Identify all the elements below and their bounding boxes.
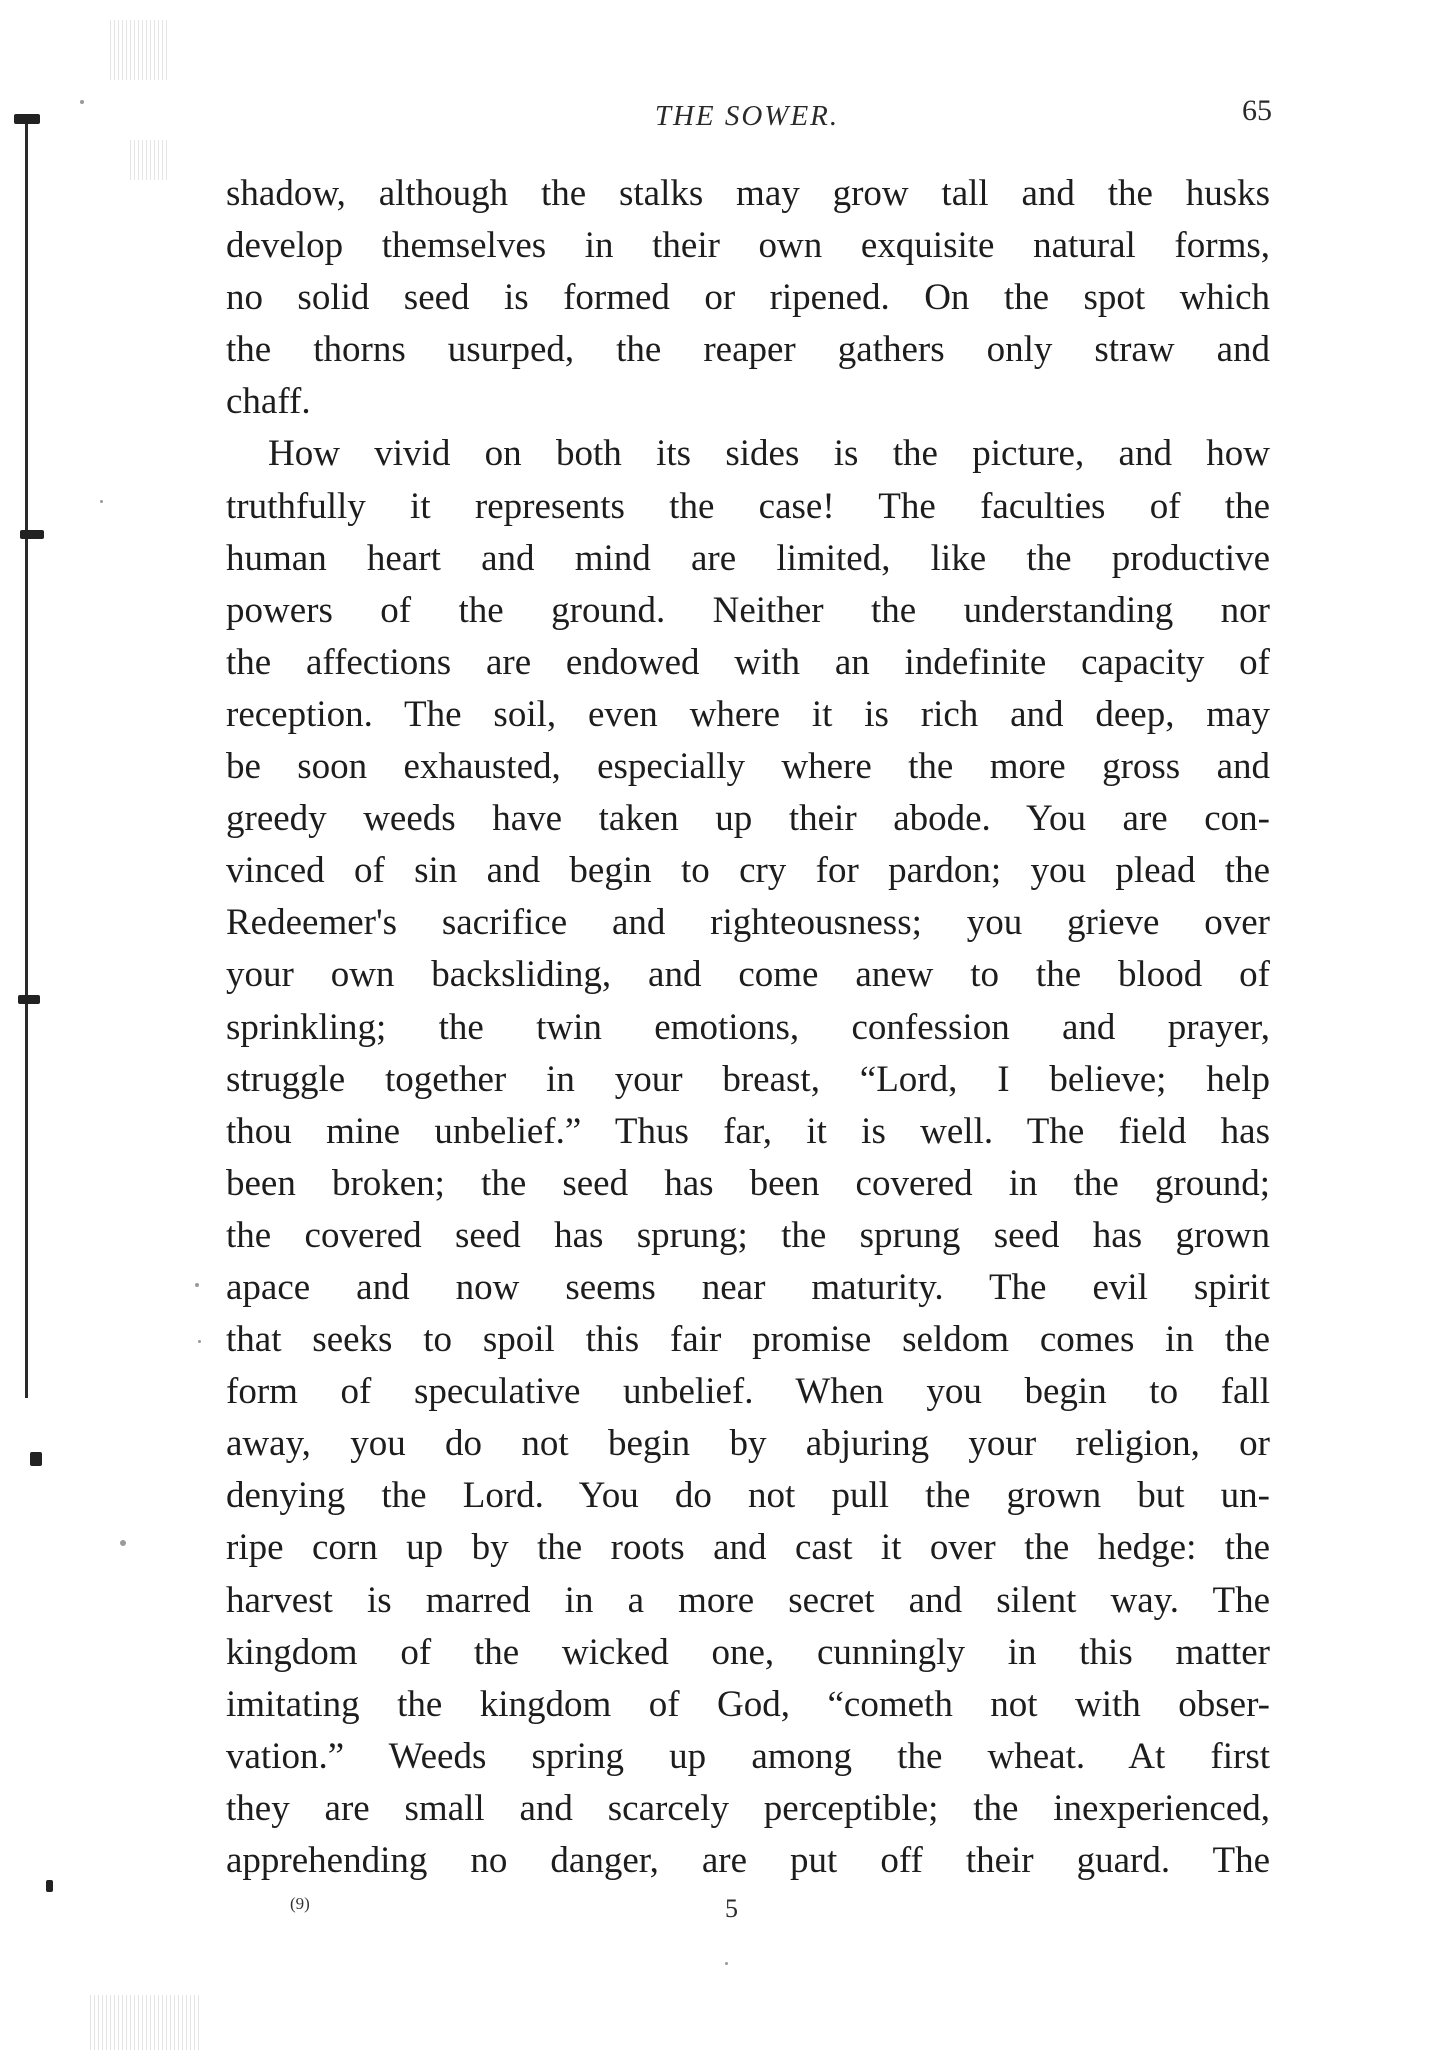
text-line: human heart and mind are limited, like the productive — [226, 537, 1270, 579]
text-line: sprinkling; the twin emotions, confession and prayer, — [226, 1006, 1270, 1048]
text-line: develop themselves in their own exquisite natural forms, — [226, 225, 1270, 267]
text-line: the thorns usurped, the reaper gathers only straw and — [226, 329, 1270, 371]
text-line: ripe corn up by the roots and cast it over the hedge: the — [226, 1527, 1270, 1569]
text-line: imitating the kingdom of God, “cometh not with obser- — [226, 1683, 1270, 1725]
speckle — [198, 1340, 201, 1343]
binding-mark — [46, 1880, 53, 1892]
running-title: THE SOWER. — [654, 100, 840, 132]
gutter-noise — [110, 20, 170, 80]
binding-mark — [14, 114, 40, 124]
text-line: How vivid on both its sides is the picture, and how — [268, 433, 1270, 475]
text-line: been broken; the seed has been covered in the ground; — [226, 1162, 1270, 1204]
text-line: reception. The soil, even where it is rich and deep, may — [226, 693, 1270, 735]
printer-signature: 5 — [725, 1894, 738, 1923]
text-line: form of speculative unbelief. When you begin to fall — [226, 1371, 1270, 1413]
gutter-noise — [130, 140, 170, 180]
text-line: shadow, although the stalks may grow tall and the husks — [226, 173, 1270, 214]
binding-edge-line — [25, 118, 28, 1398]
binding-mark — [18, 995, 40, 1004]
page-number: 65 — [1242, 94, 1272, 127]
speckle — [725, 1962, 728, 1965]
text-line: apprehending no danger, are put off their guard. The — [226, 1840, 1270, 1881]
text-line: be soon exhausted, especially where the more gross and — [226, 746, 1270, 788]
body-text — [226, 168, 1270, 1887]
text-line: greedy weeds have taken up their abode. You are con- — [226, 798, 1270, 840]
speckle — [100, 500, 103, 503]
text-line: kingdom of the wicked one, cunningly in this matter — [226, 1631, 1270, 1673]
text-line: apace and now seems near maturity. The evil spirit — [226, 1266, 1270, 1308]
text-line: the covered seed has sprung; the sprung seed has grown — [226, 1214, 1270, 1256]
gutter-noise — [90, 1995, 200, 2050]
text-line: Redeemer's sacrifice and righteousness; you grieve over — [226, 902, 1270, 944]
binding-mark — [30, 1452, 42, 1466]
text-line: struggle together in your breast, “Lord, I believe; help — [226, 1058, 1270, 1100]
text-line: harvest is marred in a more secret and silent way. The — [226, 1579, 1270, 1621]
text-line: no solid seed is formed or ripened. On the spot which — [226, 277, 1270, 319]
speckle — [195, 1283, 199, 1287]
text-line: that seeks to spoil this fair promise seldom comes in the — [226, 1319, 1270, 1361]
running-head — [222, 94, 1272, 134]
text-line: powers of the ground. Neither the understanding nor — [226, 589, 1270, 631]
speckle — [80, 100, 84, 104]
text-line: denying the Lord. You do not pull the grown but un- — [226, 1475, 1270, 1517]
binding-mark — [20, 530, 44, 539]
text-line: the affections are endowed with an indefinite capacity of — [226, 641, 1270, 683]
text-line: thou mine unbelief.” Thus far, it is well. The field has — [226, 1110, 1270, 1152]
text-line: away, you do not begin by abjuring your religion, or — [226, 1423, 1270, 1465]
text-line: they are small and scarcely perceptible; the inexperienced, — [226, 1787, 1270, 1829]
signature-mark: (9) — [290, 1894, 310, 1913]
text-line: your own backsliding, and come anew to the blood of — [226, 954, 1270, 996]
text-line: truthfully it represents the case! The faculties of the — [226, 485, 1270, 527]
text-line: vation.” Weeds spring up among the wheat. At first — [226, 1735, 1270, 1777]
text-line: vinced of sin and begin to cry for pardon; you plead the — [226, 850, 1270, 892]
speckle — [120, 1540, 126, 1546]
text-line: chaff. — [226, 381, 311, 423]
